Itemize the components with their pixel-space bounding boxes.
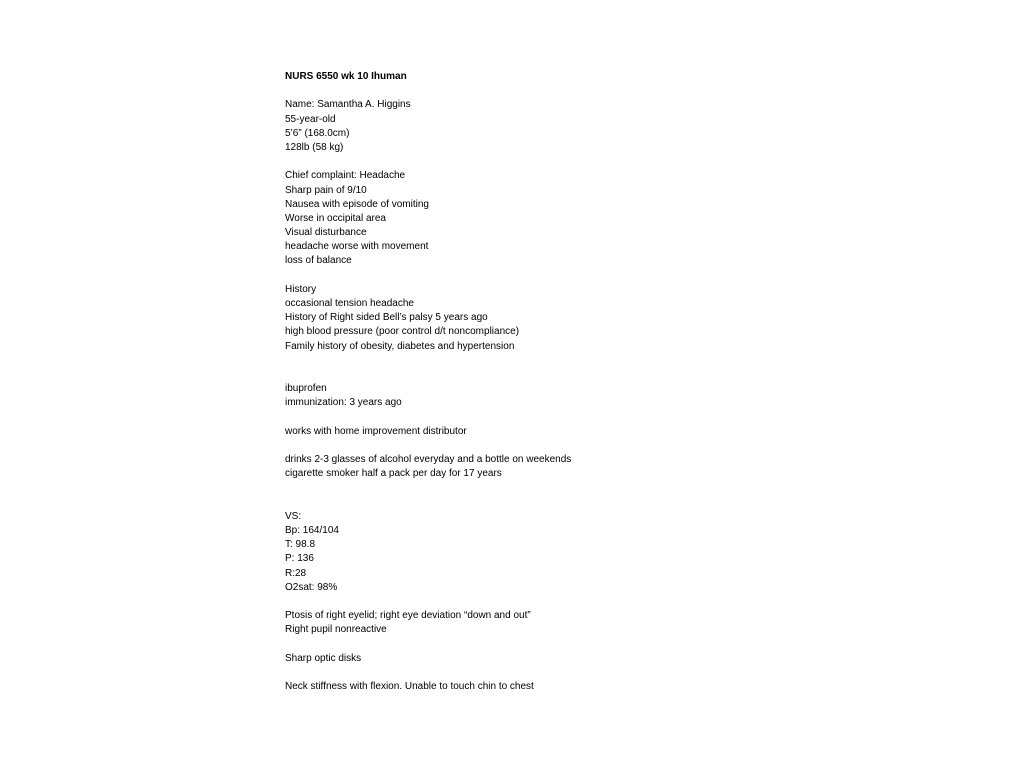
spacer — [285, 354, 885, 382]
medication-line: ibuprofen — [285, 383, 327, 395]
history-heading: History — [285, 283, 317, 295]
history-line: high blood pressure (poor control d/t noncompliance) — [285, 326, 520, 338]
spacer — [285, 595, 885, 609]
patient-height: 5’6” (168.0cm) — [285, 127, 350, 139]
spacer — [285, 439, 885, 453]
patient-name: Name: Samantha A. Higgins — [285, 99, 411, 111]
eye-finding: Right pupil nonreactive — [285, 624, 387, 636]
spacer — [285, 84, 885, 98]
history-line: occasional tension headache — [285, 298, 414, 309]
spacer — [285, 155, 885, 169]
complaint-line: Nausea with episode of vomiting — [285, 198, 429, 210]
spacer — [285, 411, 885, 425]
vital-o2sat: O2sat: 98% — [285, 581, 338, 593]
vital-resp: R:28 — [285, 567, 307, 579]
vital-pulse: P: 136 — [285, 553, 314, 565]
spacer — [285, 481, 885, 509]
complaint-line: headache worse with movement — [285, 241, 429, 253]
vitals-heading: VS: — [285, 510, 302, 522]
complaint-line: Worse in occipital area — [285, 212, 386, 224]
optic-finding: Sharp optic disks — [285, 652, 362, 664]
complaint-line: Visual disturbance — [285, 227, 367, 239]
complaint-line: loss of balance — [285, 255, 352, 267]
social-line: cigarette smoker half a pack per day for 17 years — [285, 468, 502, 480]
eye-finding: Ptosis of right eyelid; right eye deviation “down and out” — [285, 610, 531, 622]
spacer — [285, 269, 885, 283]
neck-finding: Neck stiffness with flexion. Unable to touch chin to chest — [285, 681, 534, 693]
vital-temp: T: 98.8 — [285, 539, 316, 551]
complaint-line: Chief complaint: Headache — [285, 170, 406, 182]
occupation-line: works with home improvement distributor — [285, 425, 467, 437]
patient-weight: 128lb (58 kg) — [285, 141, 344, 153]
complaint-line: Sharp pain of 9/10 — [285, 184, 367, 196]
document-title: NURS 6550 wk 10 Ihuman — [285, 71, 407, 82]
immunization-line: immunization: 3 years ago — [285, 397, 402, 409]
patient-age: 55-year-old — [285, 113, 336, 125]
social-line: drinks 2-3 glasses of alcohol everyday and a bottle on weekends — [285, 454, 572, 466]
history-line: History of Right sided Bell’s palsy 5 years ago — [285, 312, 488, 324]
document-page — [285, 70, 885, 694]
spacer — [285, 638, 885, 652]
vital-bp: Bp: 164/104 — [285, 525, 339, 537]
spacer — [285, 666, 885, 680]
history-line: Family history of obesity, diabetes and hypertension — [285, 340, 515, 352]
